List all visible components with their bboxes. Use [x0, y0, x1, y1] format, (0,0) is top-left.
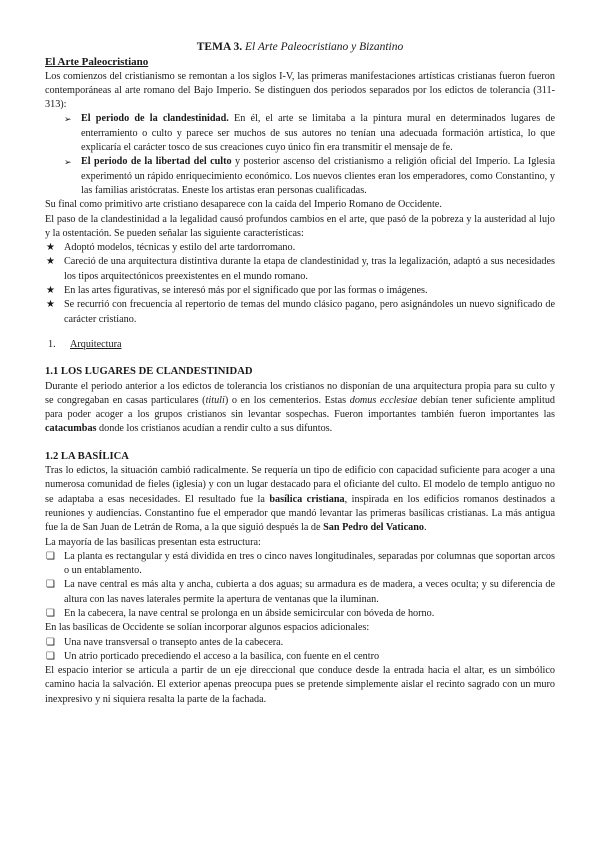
checkbox-bullet-icon: ❏	[46, 650, 55, 662]
list-item	[45, 650, 555, 664]
text-run: debían tener suficiente amplitud para poder acoger a los grupos cristianos sin levantar sospechas. Fueron importantes también fueron importantes las	[45, 394, 556, 421]
text-run: donde los cristianos acudían a rendir culto a sus difuntos.	[96, 423, 333, 435]
list-item	[45, 155, 555, 198]
title-bold: TEMA 3.	[196, 41, 243, 53]
section-heading: El Arte Paleocristiano	[45, 56, 149, 69]
structure-list	[45, 550, 555, 621]
period-title: El periodo de la clandestinidad.	[81, 113, 229, 125]
list-item	[45, 112, 555, 155]
period-title: El periodo de la libertad del culto	[81, 156, 232, 168]
heading-label: Arquitectura	[70, 338, 122, 350]
structure-text: En la cabecera, la nave central se prolonga en un ábside semicircular con bóveda de horno.	[64, 607, 435, 619]
characteristic-text: Adoptó modelos, técnicas y estilo del arte tardorromano.	[64, 242, 296, 254]
text-run-bold: San Pedro del Vaticano	[323, 522, 424, 534]
extra-space-text: Una nave transversal o transepto antes de la cabecera.	[64, 636, 284, 648]
checkbox-bullet-icon: ❏	[46, 550, 55, 562]
characteristic-text: En las artes figurativas, se interesó más por el significado que por las formas o imágenes.	[64, 285, 428, 297]
text-run: .	[423, 522, 427, 534]
checkbox-bullet-icon: ❏	[46, 636, 55, 648]
page-title	[45, 40, 555, 54]
checkbox-bullet-icon: ❏	[46, 607, 55, 619]
list-item	[45, 241, 555, 255]
title-italic: El Arte Paleocristiano y Bizantino	[245, 41, 404, 53]
characteristic-text: Careció de una arquitectura distintiva durante la etapa de clandestinidad y, tras la legalización, adaptó a sus necesidades los tipos arquitectónicos preexistentes en el mundo romano.	[64, 256, 555, 282]
text-run-bold: basílica cristiana	[269, 493, 345, 505]
arrow-bullet-icon: ➢	[64, 157, 72, 168]
list-item	[45, 636, 555, 650]
paso-paragraph: El paso de la clandestinidad a la legalidad causó profundos cambios en el arte, que pasó de la pobreza y la austeridad al lujo y la ostentación. Se pueden señalar las siguiente características:	[45, 213, 555, 239]
star-bullet-icon: ★	[46, 242, 55, 254]
characteristics-list	[45, 241, 555, 327]
text-run-italic: domus ecclesiae	[349, 394, 418, 406]
intro-paragraph: Los comienzos del cristianismo se remontan a los siglos I-V, las primeras manifestaciones artísticas cristianas fueron fueron contemporáneas al arte romano del Bajo Imperio. Se distinguen dos periodos separados por los edictos de tolerancia (311-313):	[45, 70, 555, 111]
final-paragraph: El espacio interior se articula a partir de un eje direccional que conduce desde la entrada hacia el altar, es un simbólico camino hacia la salvación. El exterior apenas preocupa pues se pretende simplemente aislar el recinto sagrado con un muro inexpresivo y ni siquiera resalta la parte de la fachada.	[45, 665, 555, 705]
list-item	[45, 255, 555, 284]
list-item	[45, 298, 555, 327]
list-item	[45, 578, 555, 607]
subheading-basilica: 1.2 LA BASÍLICA	[45, 450, 129, 462]
star-bullet-icon: ★	[46, 256, 55, 268]
heading-number: 1.	[48, 338, 56, 350]
checkbox-bullet-icon: ❏	[46, 579, 55, 591]
star-bullet-icon: ★	[46, 285, 55, 297]
extra-space-text: Un atrio porticado precediendo el acceso a la basílica, con fuente en el centro	[64, 650, 380, 662]
period-text: En él, el arte se limitaba a la pintura mural en determinados lugares de enterramiento o culto y parece ser muchos de sus autores no tenían una adecuada formación artística, lo que explicaría el carácter tosco de sus creaciones cuyo único fin era transmitir el mensaje de fe.	[81, 113, 555, 154]
mayoria-paragraph: La mayoría de las basílicas presentan esta estructura:	[45, 536, 261, 548]
numbered-heading-arquitectura	[48, 338, 555, 352]
clandestinidad-paragraph	[45, 380, 555, 437]
extra-spaces-list	[45, 636, 555, 665]
subheading-clandestinidad: 1.1 LOS LUGARES DE CLANDESTINIDAD	[45, 366, 253, 378]
list-item	[45, 607, 555, 621]
periods-list	[45, 112, 555, 198]
text-run: Durante el periodo anterior a los edictos de tolerancia los cristianos no disponían de una arquitectura propia para su culto y se congregaban en casas particulares (	[45, 380, 555, 406]
list-item	[45, 550, 555, 579]
star-bullet-icon: ★	[46, 299, 55, 311]
period-text: y posterior ascenso del cristianismo a religión oficial del Imperio. La Iglesia experimentó un rápido enriquecimiento económico. Los nuevos clientes eran los emperadores, como Constantino, y las familias aristócratas. Eneste los artistas eran personas cualificadas.	[81, 156, 555, 196]
arrow-bullet-icon: ➢	[64, 114, 72, 125]
basilica-paragraph	[45, 464, 555, 535]
structure-text: La nave central es más alta y ancha, cubierta a dos aguas; su armadura es de madera, a veces oculta; y su diferencia de altura con las naves laterales permite la apertura de ventanas que la iluminan.	[64, 579, 555, 605]
text-run: ) o en los cementerios. Estas	[224, 394, 350, 406]
end-paragraph: Su final como primitivo arte cristiano desaparece con la caída del Imperio Romano de Occidente.	[45, 199, 442, 211]
list-item	[45, 284, 555, 298]
text-run: , inspirada en los edificios romanos destinados a reuniones y audiencias. Constantino fue el emperador que mandó levantar las primeras basílicas cristianas. La más antigua fue la de San Juan de Letrán de Roma, a la que siguió después la de	[45, 493, 555, 534]
characteristic-text: Se recurrió con frecuencia al repertorio de temas del mundo clásico pagano, pero asignándoles un nuevo significado de carácter cristiano.	[64, 299, 555, 325]
text-run-italic: tituli	[205, 394, 225, 406]
text-run: Tras lo edictos, la situación cambió radicalmente. Se requería un tipo de edificio con capacidad suficiente para acoger a una numerosa comunidad de fieles (iglesia) y con un lugar destacado para el oficiante del culto. El modelo de templo antiguo no se adaptaba a esas necesidades. El resultado fue la	[45, 465, 555, 505]
structure-text: La planta es rectangular y está dividida en tres o cinco naves longitudinales, separadas por columnas que soportan arcos o un entablamento.	[64, 550, 555, 577]
occidente-paragraph: En las basílicas de Occidente se solían incorporar algunos espacios adicionales:	[45, 622, 370, 634]
text-run-bold: catacumbas	[45, 423, 97, 435]
